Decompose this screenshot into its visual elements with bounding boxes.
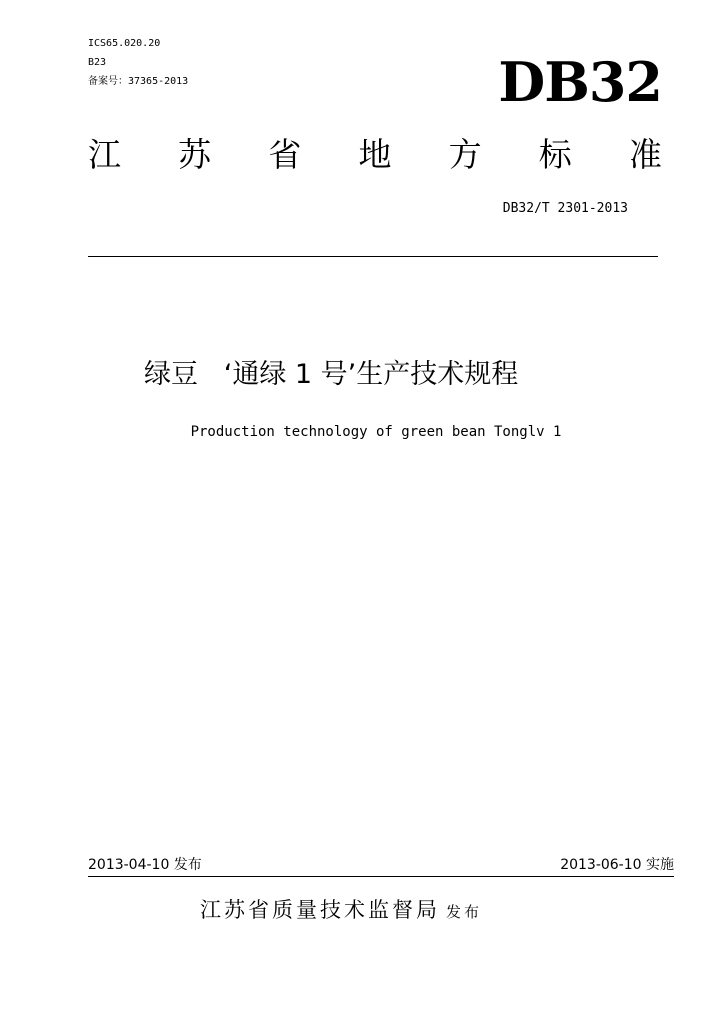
standard-type-char: 地 xyxy=(358,135,392,174)
standard-number: DB32/T 2301-2013 xyxy=(502,201,628,216)
document-subtitle: Production technology of green bean Tonglv 1 xyxy=(190,424,562,440)
classification-code: B23 xyxy=(88,57,107,68)
footer-divider xyxy=(88,876,674,877)
issue-date: 2013-04-10 发布 xyxy=(88,857,202,873)
standard-type-char: 江 xyxy=(88,135,121,174)
ics-code: ICS65.020.20 xyxy=(88,38,161,49)
standard-type-char: 苏 xyxy=(178,135,212,174)
standard-type-char: 标 xyxy=(538,135,572,174)
issuer-block xyxy=(200,896,482,924)
issuer-name: 江苏省质量技术监督局 xyxy=(200,898,440,922)
standard-type-heading xyxy=(88,135,662,175)
standard-type-char: 方 xyxy=(448,135,482,174)
issuer-suffix: 发布 xyxy=(446,903,483,921)
implementation-date: 2013-06-10 实施 xyxy=(560,857,674,873)
standard-type-char: 省 xyxy=(268,135,302,174)
document-title: 绿豆 ‘通绿 1 号’生产技术规程 xyxy=(144,359,519,390)
record-number: 备案号：37365-2013 xyxy=(88,76,189,87)
header-divider xyxy=(88,256,658,257)
standard-logo: DB32 xyxy=(498,50,662,114)
standard-type-char: 准 xyxy=(628,135,662,174)
